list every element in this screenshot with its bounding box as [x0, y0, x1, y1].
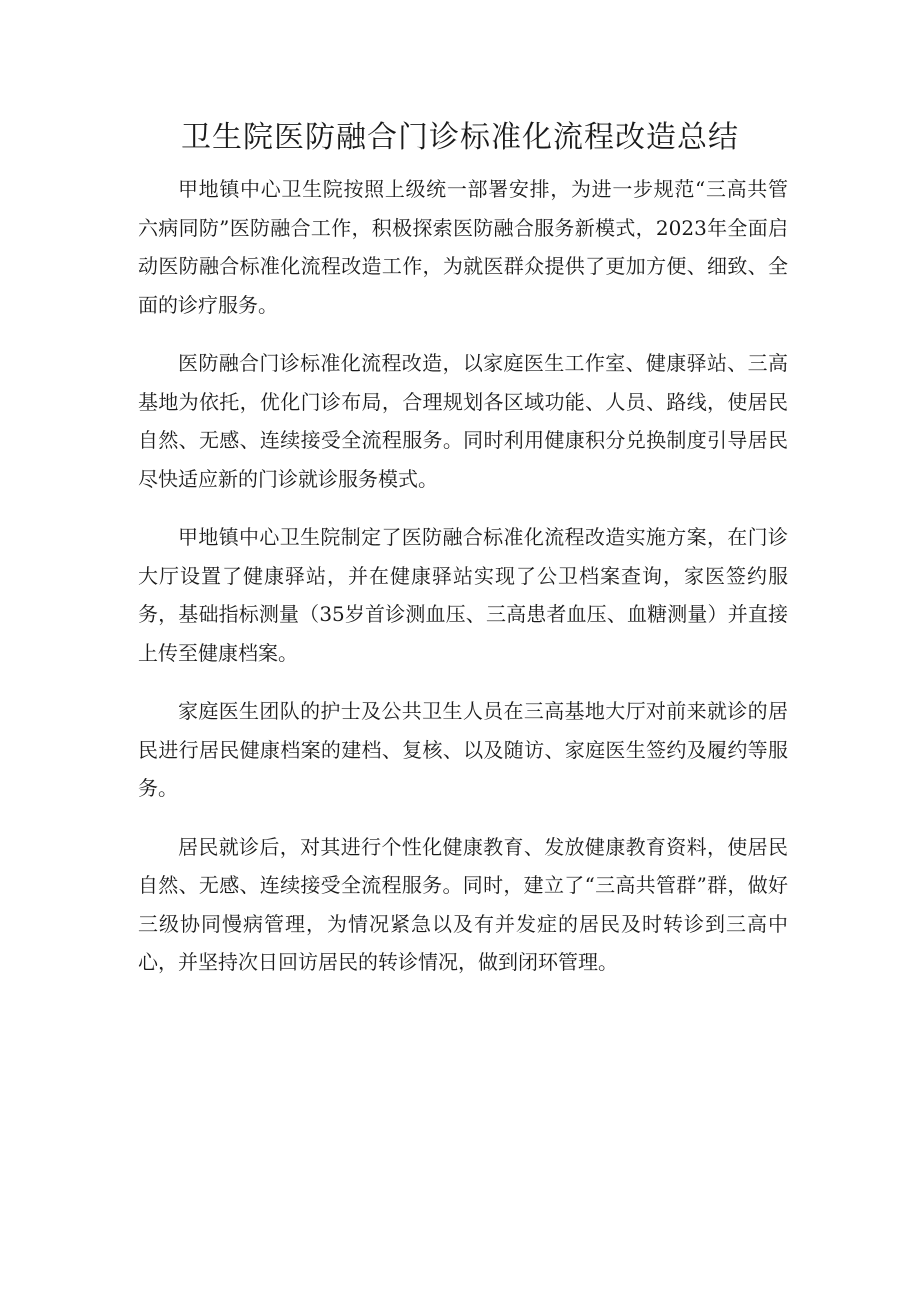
document-title: 卫生院医防融合门诊标准化流程改造总结	[181, 120, 739, 155]
paragraph-5: 居民就诊后，对其进行个性化健康教育、发放健康教育资料，使居民自然、无感、连续接受全流程服务。同时，建立了“三高共管群”群，做好三级协同慢病管理，为情况紧急以及有并发症的居民及时转诊到三高中心，并坚持次日回访居民的转诊情况，做到闭环管理。	[138, 834, 788, 974]
document-body	[138, 170, 788, 982]
paragraph-1: 甲地镇中心卫生院按照上级统一部署安排，为进一步规范“三高共管六病同防”医防融合工作，积极探索医防融合服务新模式，2023年全面启动医防融合标准化流程改造工作，为就医群众提供了更加方便、细致、全面的诊疗服务。	[138, 177, 788, 317]
paragraph-gap	[138, 324, 788, 344]
paragraph-4: 家庭医生团队的护士及公共卫生人员在三高基地大厅对前来就诊的居民进行居民健康档案的建档、复核、以及随访、家庭医生签约及履约等服务。	[138, 699, 788, 800]
paragraph-gap	[138, 672, 788, 692]
paragraph-gap	[138, 808, 788, 828]
paragraph-3: 甲地镇中心卫生院制定了医防融合标准化流程改造实施方案，在门诊大厅设置了健康驿站，并在健康驿站实现了公卫档案查询，家医签约服务，基础指标测量（35岁首诊测血压、三高患者血压、血糖测量）并直接上传至健康档案。	[138, 525, 788, 665]
paragraph-2: 医防融合门诊标准化流程改造，以家庭医生工作室、健康驿站、三高基地为依托，优化门诊布局，合理规划各区域功能、人员、路线，使居民自然、无感、连续接受全流程服务。同时利用健康积分兑换制度引导居民尽快适应新的门诊就诊服务模式。	[138, 351, 788, 491]
paragraph-gap	[138, 498, 788, 518]
